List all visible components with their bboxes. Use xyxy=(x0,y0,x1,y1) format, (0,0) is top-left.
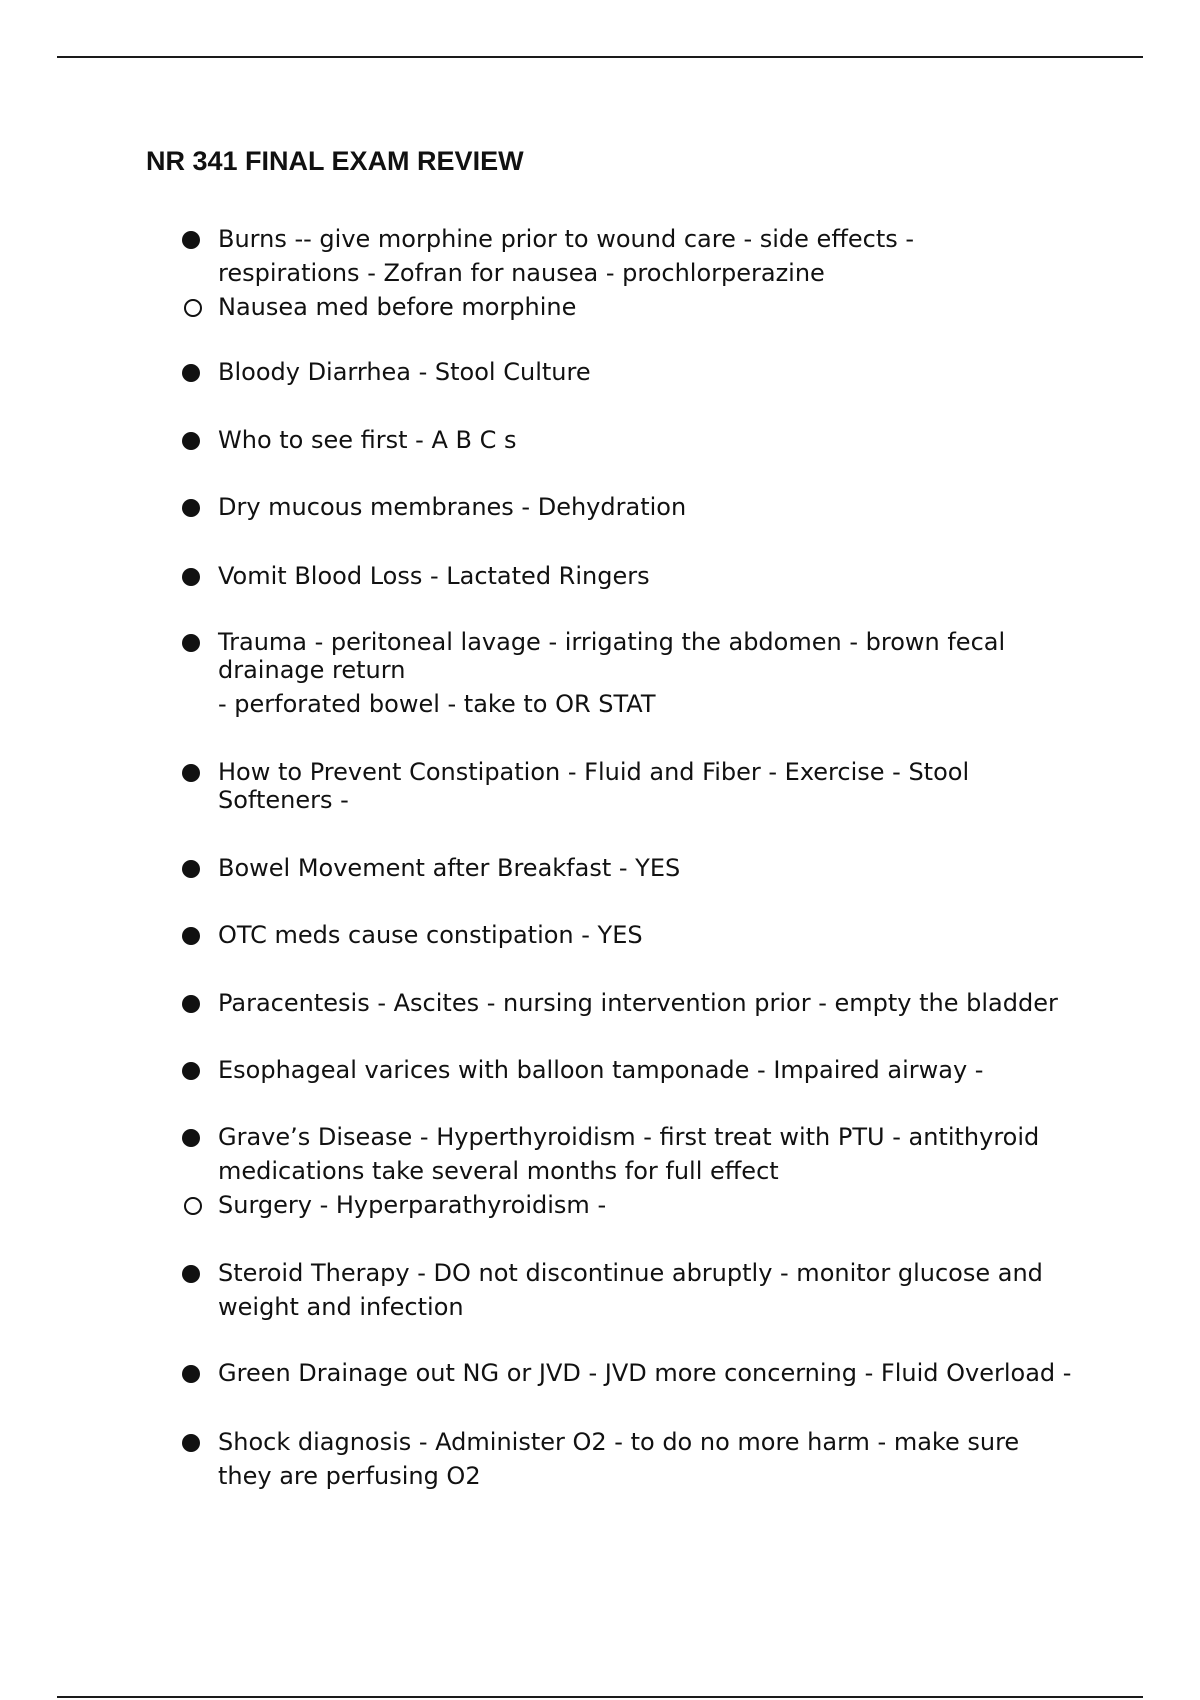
list-item xyxy=(218,1256,1098,1324)
hollow-bullet-icon xyxy=(184,1197,202,1215)
item-text: respirations - Zofran for nausea - prochlorperazine xyxy=(218,259,825,287)
item-text: Shock diagnosis - Administer O2 - to do no more harm - make sure xyxy=(218,1428,1020,1456)
list-item xyxy=(218,355,1098,389)
item-text: - perforated bowel - take to OR STAT xyxy=(218,690,656,718)
bullet-icon xyxy=(182,1365,200,1383)
item-text: Dry mucous membranes - Dehydration xyxy=(218,493,687,521)
list-item xyxy=(218,986,1098,1020)
item-text: medications take several months for full effect xyxy=(218,1157,779,1185)
bullet-icon xyxy=(182,364,200,382)
bullet-icon xyxy=(182,1062,200,1080)
bullet-icon xyxy=(182,1129,200,1147)
item-text: Grave’s Disease - Hyperthyroidism - first treat with PTU - antithyroid xyxy=(218,1123,1040,1151)
item-text: Softeners - xyxy=(218,786,349,814)
bullet-icon xyxy=(182,927,200,945)
list-item xyxy=(218,559,1098,593)
bullet-icon xyxy=(182,1434,200,1452)
sub-item-text: Surgery - Hyperparathyroidism - xyxy=(218,1191,607,1219)
list-item xyxy=(218,423,1098,457)
bullet-icon xyxy=(182,860,200,878)
list-item xyxy=(218,1356,1098,1390)
list-item xyxy=(218,1425,1098,1493)
item-text: Green Drainage out NG or JVD - JVD more concerning - Fluid Overload - xyxy=(218,1359,1072,1387)
list-item xyxy=(218,628,1098,718)
bullet-icon xyxy=(182,1265,200,1283)
item-text: OTC meds cause constipation - YES xyxy=(218,921,643,949)
bottom-rule xyxy=(57,1696,1143,1698)
bullet-icon xyxy=(182,231,200,249)
sub-item-text: Nausea med before morphine xyxy=(218,293,577,321)
item-text: Who to see first - A B C s xyxy=(218,426,517,454)
bullet-icon xyxy=(182,499,200,517)
item-text: Vomit Blood Loss - Lactated Ringers xyxy=(218,562,650,590)
list-item xyxy=(218,1120,1098,1222)
item-text: they are perfusing O2 xyxy=(218,1462,481,1490)
list-item xyxy=(218,222,1098,324)
bullet-icon xyxy=(182,634,200,652)
item-text: Bloody Diarrhea - Stool Culture xyxy=(218,358,591,386)
item-text: Paracentesis - Ascites - nursing intervention prior - empty the bladder xyxy=(218,989,1058,1017)
list-item xyxy=(218,758,1098,814)
item-text: Burns -- give morphine prior to wound care - side effects - xyxy=(218,225,915,253)
item-text: How to Prevent Constipation - Fluid and Fiber - Exercise - Stool xyxy=(218,758,970,786)
item-text: Trauma - peritoneal lavage - irrigating the abdomen - brown fecal xyxy=(218,628,1006,656)
list-item xyxy=(218,1053,1098,1087)
top-rule xyxy=(57,56,1143,58)
list-item xyxy=(218,918,1098,952)
document-title: NR 341 FINAL EXAM REVIEW xyxy=(146,146,524,176)
bullet-icon xyxy=(182,568,200,586)
hollow-bullet-icon xyxy=(184,299,202,317)
bullet-icon xyxy=(182,432,200,450)
item-text: Esophageal varices with balloon tamponade - Impaired airway - xyxy=(218,1056,984,1084)
list-item xyxy=(218,490,1098,524)
item-text: drainage return xyxy=(218,656,406,684)
bullet-icon xyxy=(182,995,200,1013)
sub-list-item xyxy=(146,1188,1098,1222)
bullet-icon xyxy=(182,764,200,782)
list-item xyxy=(218,851,1098,885)
item-text: Steroid Therapy - DO not discontinue abruptly - monitor glucose and xyxy=(218,1259,1043,1287)
item-text: weight and infection xyxy=(218,1293,464,1321)
sub-list-item xyxy=(146,290,1098,324)
item-text: Bowel Movement after Breakfast - YES xyxy=(218,854,681,882)
